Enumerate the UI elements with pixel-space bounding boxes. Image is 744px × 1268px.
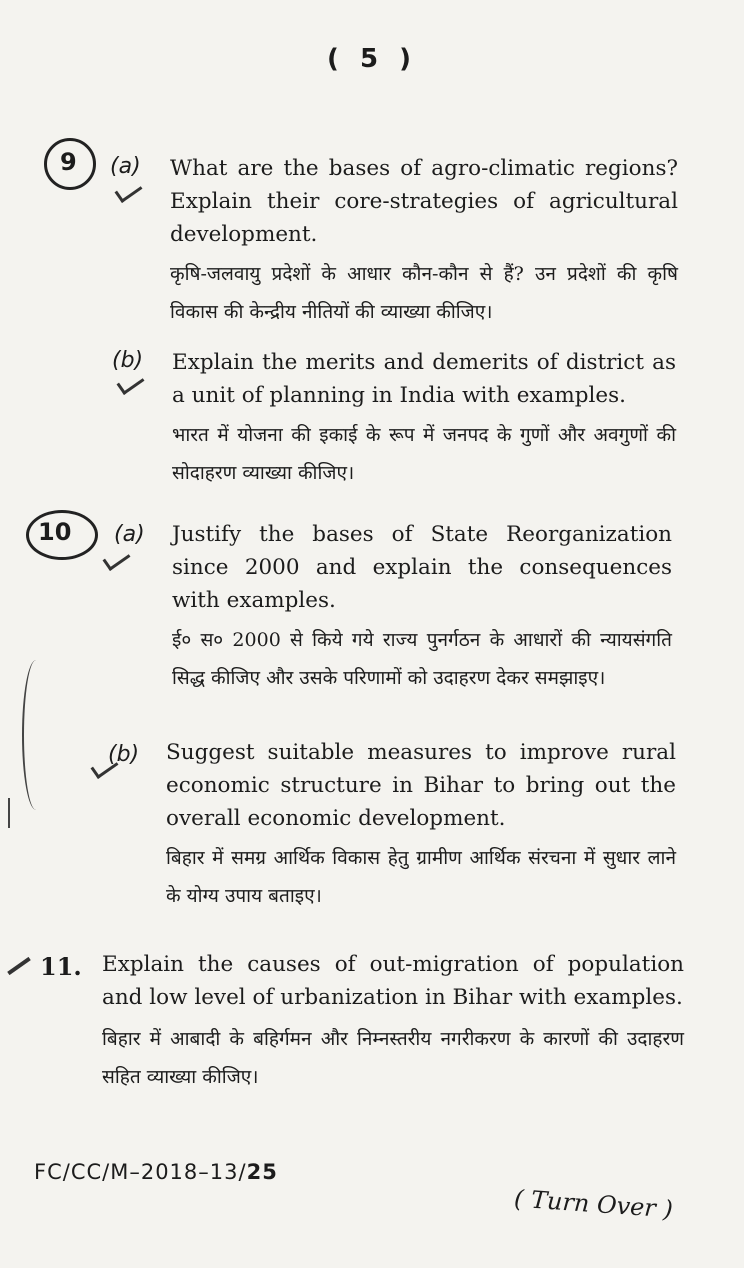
q10a-label: (a) xyxy=(114,522,145,547)
q11-hindi: बिहार में आबादी के बहिर्गमन और निम्नस्तरीय नगरीकरण के कारणों की उदाहरण सहित व्याख्या कीजिए। xyxy=(102,1028,684,1088)
q10b-tick-mark xyxy=(91,754,119,779)
q9a-text xyxy=(170,152,678,331)
q11-number: 11. xyxy=(40,952,82,981)
q11-margin-mark xyxy=(7,957,31,975)
q10-number: 10 xyxy=(38,518,72,546)
paper-code-text: FC/CC/M–2018–13/ xyxy=(34,1160,247,1184)
margin-stroke-mark xyxy=(8,798,20,828)
q9a-hindi: कृषि-जलवायु प्रदेशों के आधार कौन-कौन से हैं? उन प्रदेशों की कृषि विकास की केन्द्रीय नीतियों की व्याख्या कीजिए। xyxy=(170,263,678,323)
q10a-english: Justify the bases of State Reorganization since 2000 and explain the consequences with examples. xyxy=(172,522,672,613)
q11-text xyxy=(102,948,684,1096)
q11-english: Explain the causes of out-migration of population and low level of urbanization in Bihar with examples. xyxy=(102,952,684,1010)
q10a-tick-mark xyxy=(103,546,131,571)
paper-code xyxy=(34,1160,278,1184)
margin-bracket-mark xyxy=(22,660,50,810)
q9b-hindi: भारत में योजना की इकाई के रूप में जनपद के गुणों और अवगुणों की सोदाहरण व्याख्या कीजिए। xyxy=(172,424,676,484)
turn-over-note: ( Turn Over ) xyxy=(513,1184,674,1224)
q10b-hindi: बिहार में समग्र आर्थिक विकास हेतु ग्रामीण आर्थिक संरचना में सुधार लाने के योग्य उपाय बताइए। xyxy=(166,847,676,907)
q9a-tick-mark xyxy=(115,178,143,203)
q9b-english: Explain the merits and demerits of district as a unit of planning in India with examples. xyxy=(172,350,676,408)
q9b-label: (b) xyxy=(112,348,144,373)
q10b-text xyxy=(166,736,676,915)
paper-code-number: 25 xyxy=(246,1160,278,1184)
q9a-label: (a) xyxy=(110,154,141,179)
q10b-label: (b) xyxy=(108,742,140,767)
q10b-english: Suggest suitable measures to improve rural economic structure in Bihar to bring out the overall economic development. xyxy=(166,740,676,831)
q10a-hindi: ई० स० 2000 से किये गये राज्य पुनर्गठन के आधारों की न्यायसंगति सिद्ध कीजिए और उसके परिणामों को उदाहरण देकर समझाइए। xyxy=(172,629,672,689)
q9b-text xyxy=(172,346,676,492)
q10a-text xyxy=(172,518,672,697)
page-number: ( 5 ) xyxy=(327,44,417,74)
q9b-tick-mark xyxy=(117,370,145,395)
q9a-english: What are the bases of agro-climatic regions? Explain their core-strategies of agricultural development. xyxy=(170,156,678,247)
q9-number: 9 xyxy=(60,148,77,176)
